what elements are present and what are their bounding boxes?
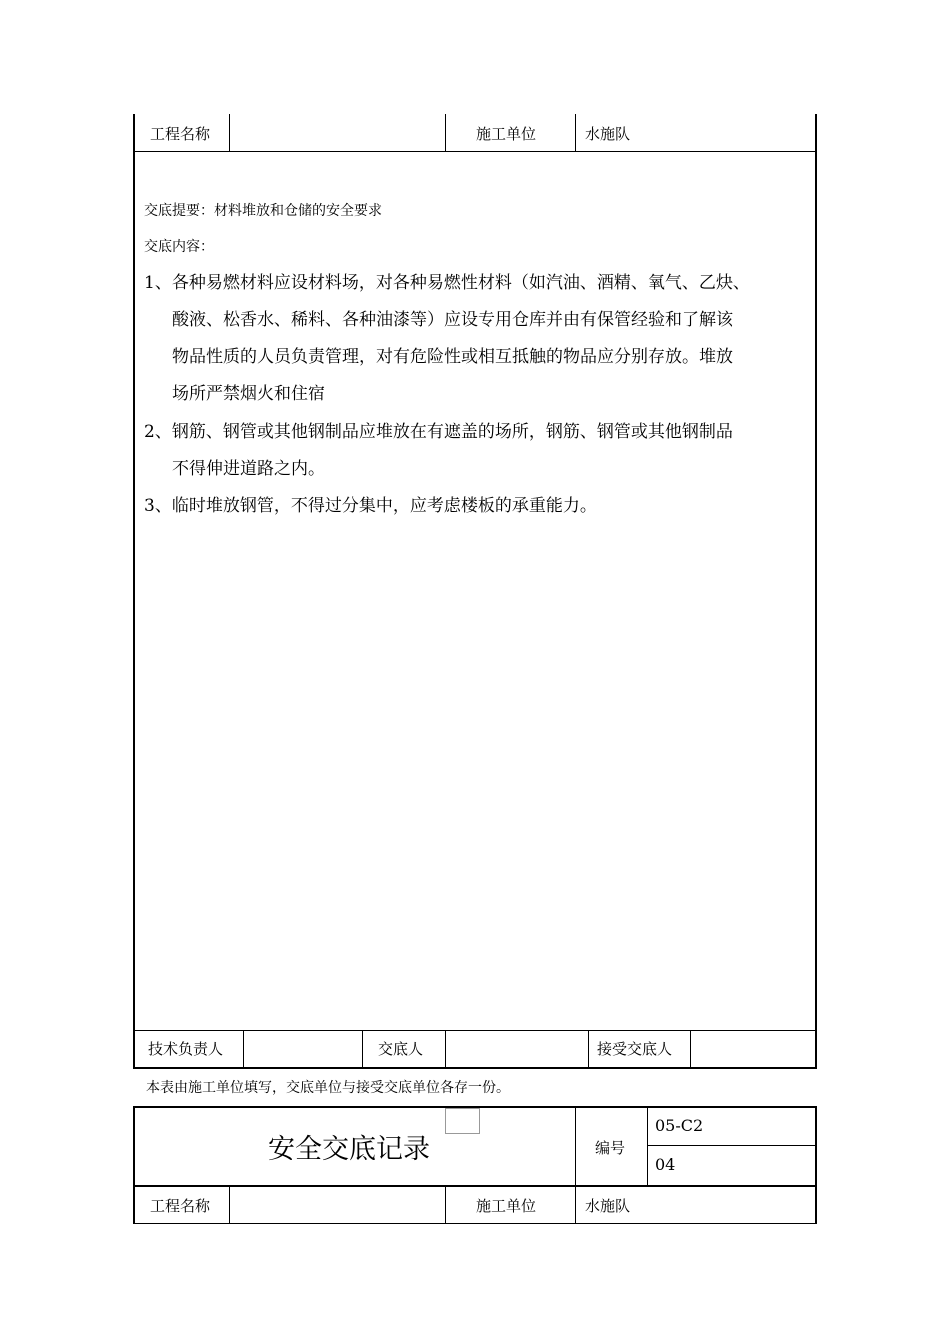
briefing-summary: 交底提要：材料堆放和仓储的安全要求 xyxy=(144,203,382,219)
construction-unit-value: 水施队 xyxy=(585,1197,631,1215)
header-divider xyxy=(445,1186,446,1224)
construction-unit-value: 水施队 xyxy=(585,125,631,143)
header-bottom-rule xyxy=(133,151,817,152)
briefing-content-label: 交底内容： xyxy=(144,239,214,255)
content-line: 酸液、松香水、稀料、各种油漆等）应设专用仓库并由有保管经验和了解该 xyxy=(172,310,733,330)
presenter-label: 交底人 xyxy=(378,1040,424,1058)
signature-divider xyxy=(445,1030,446,1068)
construction-unit-label: 施工单位 xyxy=(476,125,537,143)
form-footnote: 本表由施工单位填写，交底单位与接受交底单位各存一份。 xyxy=(146,1080,510,1096)
title-divider xyxy=(575,1106,576,1186)
construction-unit-label: 施工单位 xyxy=(476,1197,537,1215)
second-form-right-border xyxy=(815,1106,817,1224)
title-box xyxy=(445,1108,480,1134)
signature-divider xyxy=(362,1030,363,1068)
project-name-label: 工程名称 xyxy=(150,1197,211,1215)
signature-divider xyxy=(690,1030,691,1068)
form-title: 安全交底记录 xyxy=(268,1134,430,1165)
content-line: 1、各种易燃材料应设材料场，对各种易燃性材料（如汽油、酒精、氧气、乙炔、 xyxy=(144,273,750,293)
form-bottom-border xyxy=(133,1067,817,1069)
form-right-border xyxy=(815,114,817,1069)
header-divider xyxy=(575,114,576,152)
number-label: 编号 xyxy=(595,1139,626,1157)
second-form-row-rule xyxy=(133,1223,817,1224)
number-value-2: 04 xyxy=(655,1155,676,1174)
content-line: 场所严禁烟火和住宿 xyxy=(172,384,325,404)
header-divider xyxy=(229,114,230,152)
number-value-1: 05-C2 xyxy=(655,1116,704,1135)
content-line: 不得伸进道路之内。 xyxy=(172,459,325,479)
form-left-border xyxy=(133,114,135,1069)
number-mid-rule xyxy=(647,1145,816,1146)
content-line: 3、临时堆放钢管，不得过分集中，应考虑楼板的承重能力。 xyxy=(144,496,597,516)
content-line: 2、钢筋、钢管或其他钢制品应堆放在有遮盖的场所，钢筋、钢管或其他钢制品 xyxy=(144,422,733,442)
tech-lead-label: 技术负责人 xyxy=(148,1040,224,1058)
header-divider xyxy=(229,1186,230,1224)
header-divider xyxy=(575,1186,576,1224)
signature-divider xyxy=(588,1030,589,1068)
signature-divider xyxy=(243,1030,244,1068)
signature-top-rule xyxy=(133,1030,817,1031)
content-line: 物品性质的人员负责管理，对有危险性或相互抵触的物品应分别存放。堆放 xyxy=(172,347,733,367)
project-name-label: 工程名称 xyxy=(150,125,211,143)
second-form-left-border xyxy=(133,1106,135,1224)
title-bottom-rule xyxy=(133,1185,817,1187)
number-divider xyxy=(647,1106,648,1186)
receiver-label: 接受交底人 xyxy=(597,1040,673,1058)
header-divider xyxy=(445,114,446,152)
